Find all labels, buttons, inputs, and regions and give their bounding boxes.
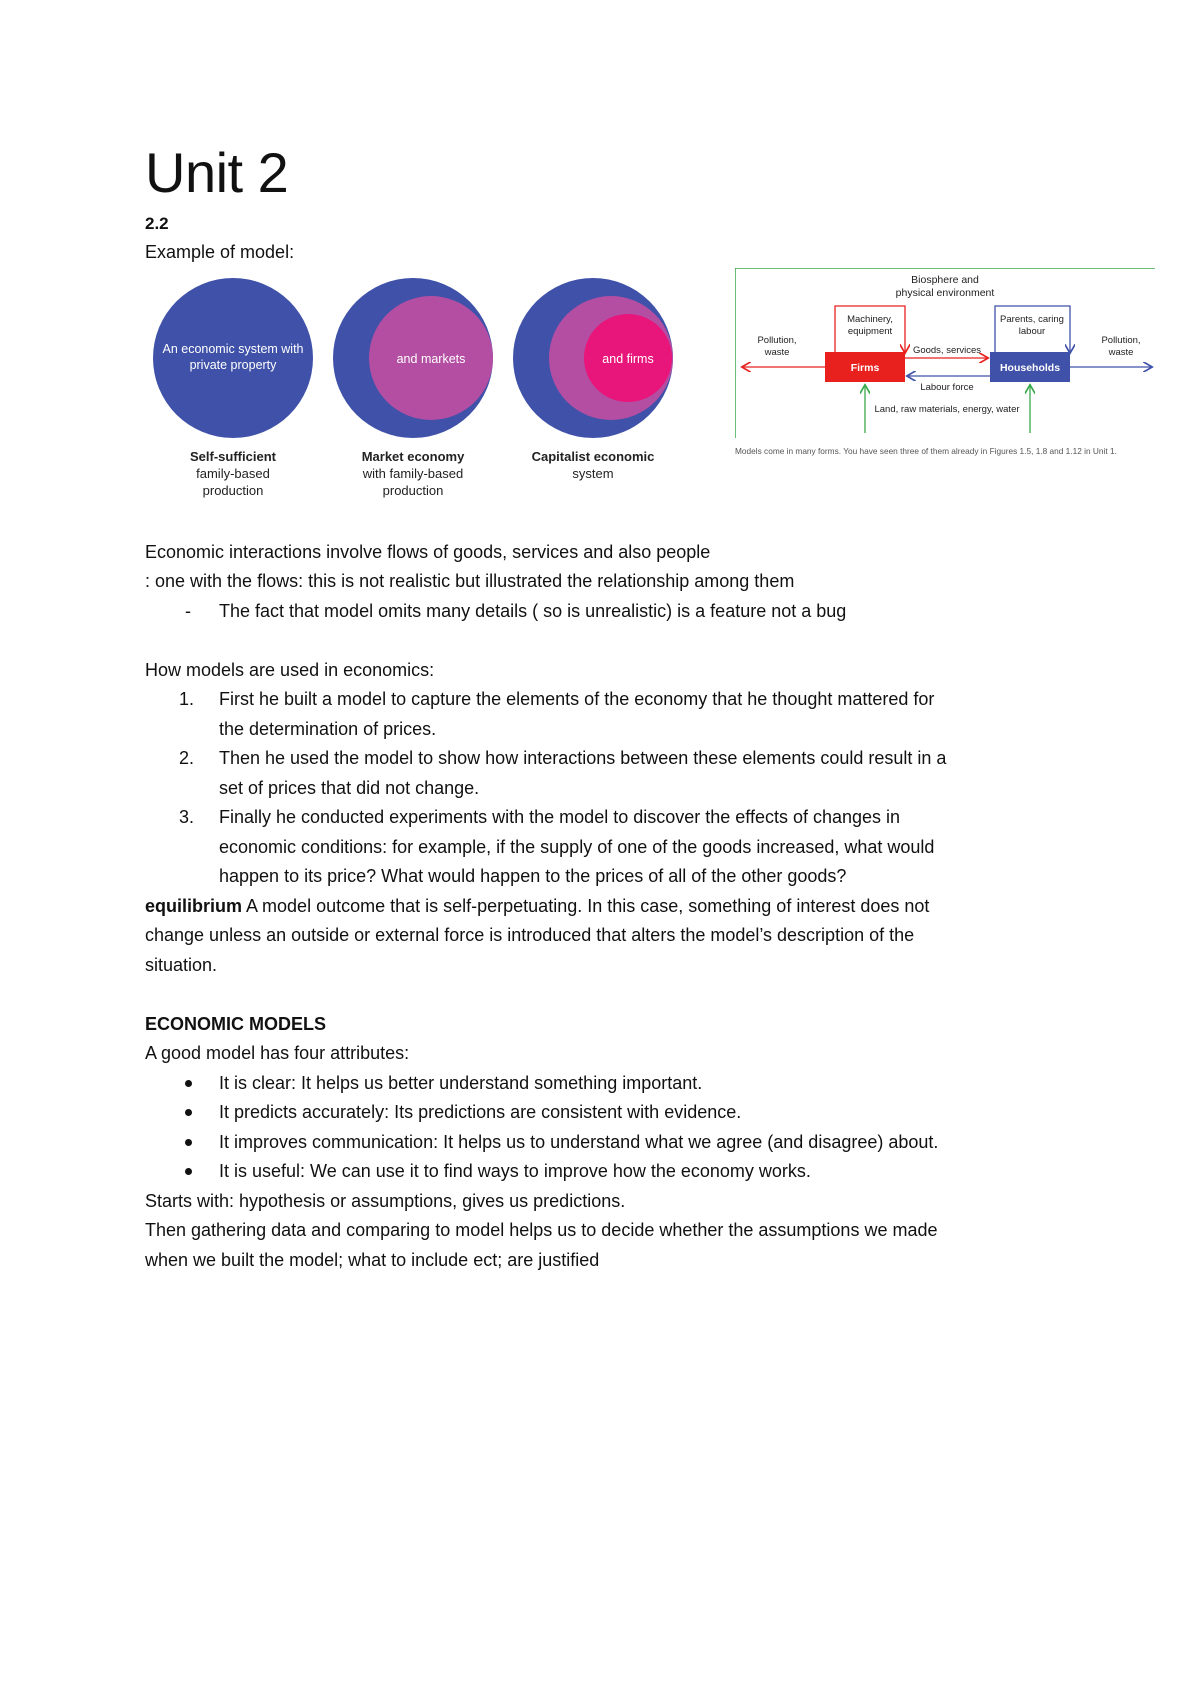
dash-marker: - [185, 600, 191, 621]
circle2-text: and markets [396, 351, 466, 366]
goods-label: Goods, services [912, 344, 982, 356]
list-item-line: happen to its price? What would happen to the prices of all of the other goods? [219, 866, 847, 886]
list-item [145, 744, 1065, 803]
firms-label: Firms [850, 361, 880, 374]
bullet-text: It predicts accurately: Its predictions are consistent with evidence. [219, 1102, 742, 1122]
equilibrium-definition-line3: situation. [145, 954, 218, 975]
caption1-line1: Self-sufficient [190, 448, 276, 464]
list-item-line: Finally he conducted experiments with the model to discover the effects of changes in [219, 807, 901, 827]
example-label: Example of model: [145, 242, 295, 262]
caption1-line3: production [202, 482, 264, 498]
nested-circles-figure [145, 278, 685, 528]
equilibrium-term: equilibrium [145, 895, 243, 916]
equilibrium-definition-line1 [145, 892, 1065, 922]
bullet-icon [185, 1168, 192, 1175]
section-number: 2.2 [145, 214, 169, 233]
parents-label-line2: labour [1018, 325, 1046, 337]
closing-line1: Starts with: hypothesis or assumptions, gives us predictions. [145, 1190, 626, 1211]
list-item [145, 803, 1065, 892]
dash-item-text: The fact that model omits many details ( so is unrealistic) is a feature not a bug [219, 600, 847, 621]
bullet-icon [185, 1139, 192, 1146]
paragraph1-line1: Economic interactions involve flows of goods, services and also people [145, 541, 711, 562]
bullet-icon [185, 1109, 192, 1116]
parents-label-line1: Parents, caring [1000, 313, 1064, 325]
caption2-line3: production [382, 482, 444, 498]
list-number: 3. [179, 807, 195, 827]
bullet-text: It is useful: We can use it to find ways to improve how the economy works. [219, 1161, 811, 1181]
numbered-list [145, 685, 1065, 892]
page-title: Unit 2 [145, 141, 289, 204]
caption2-line1: Market economy [361, 448, 465, 464]
caption3-line1: Capitalist economic [531, 448, 655, 464]
machinery-label-line2: equipment [847, 325, 893, 337]
dash-list-item [145, 597, 1065, 627]
bullet-text: It is clear: It helps us better understand something important. [219, 1072, 703, 1093]
list-item-line: First he built a model to capture the elements of the economy that he thought mattered for [219, 689, 935, 709]
bullet-icon [185, 1080, 192, 1087]
list-item [145, 1157, 1065, 1187]
labour-label: Labour force [920, 381, 974, 393]
circle1-text-line1: An economic system with [162, 341, 304, 356]
machinery-label-line1: Machinery, [847, 313, 893, 325]
attributes-intro: A good model has four attributes: [145, 1043, 410, 1063]
pollution-right-line2: waste [1108, 346, 1134, 358]
caption1-line2: family-based [196, 465, 270, 481]
list-item [145, 685, 1065, 744]
paragraph1-line2: : one with the flows: this is not realistic but illustrated the relationship among them [145, 571, 795, 591]
list-item [145, 1069, 1065, 1099]
environment-label-line1: Biosphere and [911, 273, 979, 286]
document-page [145, 140, 1141, 1275]
list-item [145, 1128, 1065, 1158]
pollution-left-line1: Pollution, [757, 334, 797, 346]
equilibrium-text: A model outcome that is self-perpetuating. In this case, something of interest does not [242, 895, 930, 916]
households-label: Households [999, 361, 1061, 374]
models-heading: ECONOMIC MODELS [145, 1013, 327, 1034]
bullet-list [145, 1069, 1065, 1187]
pollution-left-line2: waste [764, 346, 790, 358]
land-label: Land, raw materials, energy, water [874, 403, 1020, 415]
environment-label-line2: physical environment [895, 286, 995, 299]
list-item [145, 1098, 1065, 1128]
caption3-line2: system [572, 465, 614, 481]
list-number: 1. [179, 689, 195, 709]
circle1-text-line2: private property [189, 357, 277, 372]
diagram-caption: Models come in many forms. You have seen three of them already in Figures 1.5, 1.8 and 1.12 in Unit 1. [735, 445, 1117, 456]
circular-flow-diagram [735, 268, 1155, 518]
closing-line3: when we built the model; what to include ect; are justified [145, 1249, 600, 1270]
list-item-line: the determination of prices. [219, 718, 437, 739]
figures-row [145, 268, 1141, 538]
equilibrium-definition-line2: change unless an outside or external force is introduced that alters the model’s description of the [145, 925, 915, 945]
models-intro: How models are used in economics: [145, 659, 435, 680]
list-item-line: economic conditions: for example, if the supply of one of the goods increased, what would [219, 836, 935, 857]
bullet-text: It improves communication: It helps us to understand what we agree (and disagree) about. [219, 1131, 939, 1152]
list-item-line: Then he used the model to show how interactions between these elements could result in a [219, 748, 947, 768]
circle3-text: and firms [602, 351, 654, 366]
pollution-right-line1: Pollution, [1101, 334, 1141, 346]
list-item-line: set of prices that did not change. [219, 777, 480, 798]
caption2-line2: with family-based [362, 465, 464, 481]
list-number: 2. [179, 748, 195, 768]
closing-line2: Then gathering data and comparing to model helps us to decide whether the assumptions we made [145, 1220, 938, 1240]
